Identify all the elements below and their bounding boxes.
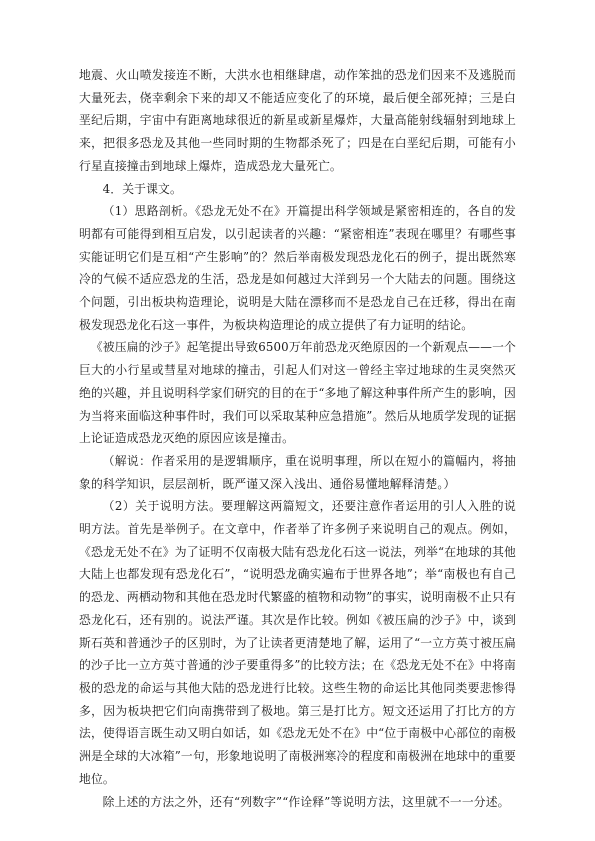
paragraph-2: 4．关于课文。 [102, 181, 182, 196]
paragraph-5: （解说：作者采用的是逻辑顺序，重在说明事理，所以在短小的篇幅内，将抽象的科学知识，层层剖析，既严谨又深入浅出、通俗易懂地解释清楚。） [79, 453, 516, 491]
paragraph-3: （1）思路剖析。《恐龙无处不在》开篇提出科学领域是紧密相连的，各自的发明都有可能得到相互启发，以引起读者的兴趣：“紧密相连”表现在哪里？有哪些事实能证明它们是互相“产生影响”的？然后举南极发现恐龙化石的例子，提出既然寒冷的气候不适应恐龙的生活，恐龙是如何越过大洋到另一个大陆去的问题。围绕这个问题，引出板块构造理论，说明是大陆在漂移而不是恐龙自己在迁移，得出在南极发现恐龙化石这一事件，为板块构造理论的成立提供了有力证明的结论。 [79, 204, 516, 332]
paragraph-1: 地震、火山喷发接连不断，大洪水也相继肆虐，动作笨拙的恐龙们因来不及逃脱而大量死去，侥幸剩余下来的却又不能适应变化了的环境，最后便全部死掉；三是白垩纪后期，宇宙中有距离地球很近的新星或新星爆炸，大量高能射线辐射到地球上来，把很多恐龙及其他一些同时期的生物都杀死了；四是在白垩纪后期，可能有小行星直接撞击到地球上爆炸，造成恐龙大量死亡。 [79, 68, 516, 173]
paragraph-4: 《被压扁的沙子》起笔提出导致6500万年前恐龙灭绝原因的一个新观点——一个巨大的小行星或彗星对地球的撞击，引起人们对这一曾经主宰过地球的生灵突然灭绝的兴趣，并且说明科学家们研究的目的在于“多地了解这种事件所产生的影响，因为当将来面临这种事件时，我们可以采取某种应急措施”。然后从地质学发现的证据上论证造成恐龙灭绝的原因应该是撞击。 [79, 340, 516, 446]
document-page [79, 64, 516, 813]
paragraph-7: 除上述的方法之外，还有“列数字”“作诠释”等说明方法，这里就不一一分述。 [102, 794, 510, 809]
paragraph-6: （2）关于说明方法。要理解这两篇短文，还要注意作者运用的引人入胜的说明方法。首先是举例子。在文章中，作者举了许多例子来说明自己的观点。例如，《恐龙无处不在》为了证明不仅南极大陆有恐龙化石这一说法，列举“在地球的其他大陆上也都发现有恐龙化石”，“说明恐龙确实遍布于世界各地”；举“南极也有自己的恐龙、两栖动物和其他在恐龙时代繁盛的植物和动物”的事实，说明南极不止只有恐龙化石，还有别的。说法严谨。其次是作比较。例如《被压扁的沙子》中，谈到斯石英和普通沙子的区别时，为了让读者更清楚地了解，运用了“一立方英寸被压扁的沙子比一立方英寸普通的沙子要重得多”的比较方法；在《恐龙无处不在》中将南极的恐龙的命运与其他大陆的恐龙进行比较。这些生物的命运比其他同类要悲惨得多，因为板块把它们向南携带到了极地。第三是打比方。短文还运用了打比方的方法，使得语言既生动又明白如话，如《恐龙无处不在》中“位于南极中心部位的南极洲是全球的大冰箱”一句，形象地说明了南极洲寒冷的程度和南极洲在地球中的重要地位。 [79, 499, 516, 786]
